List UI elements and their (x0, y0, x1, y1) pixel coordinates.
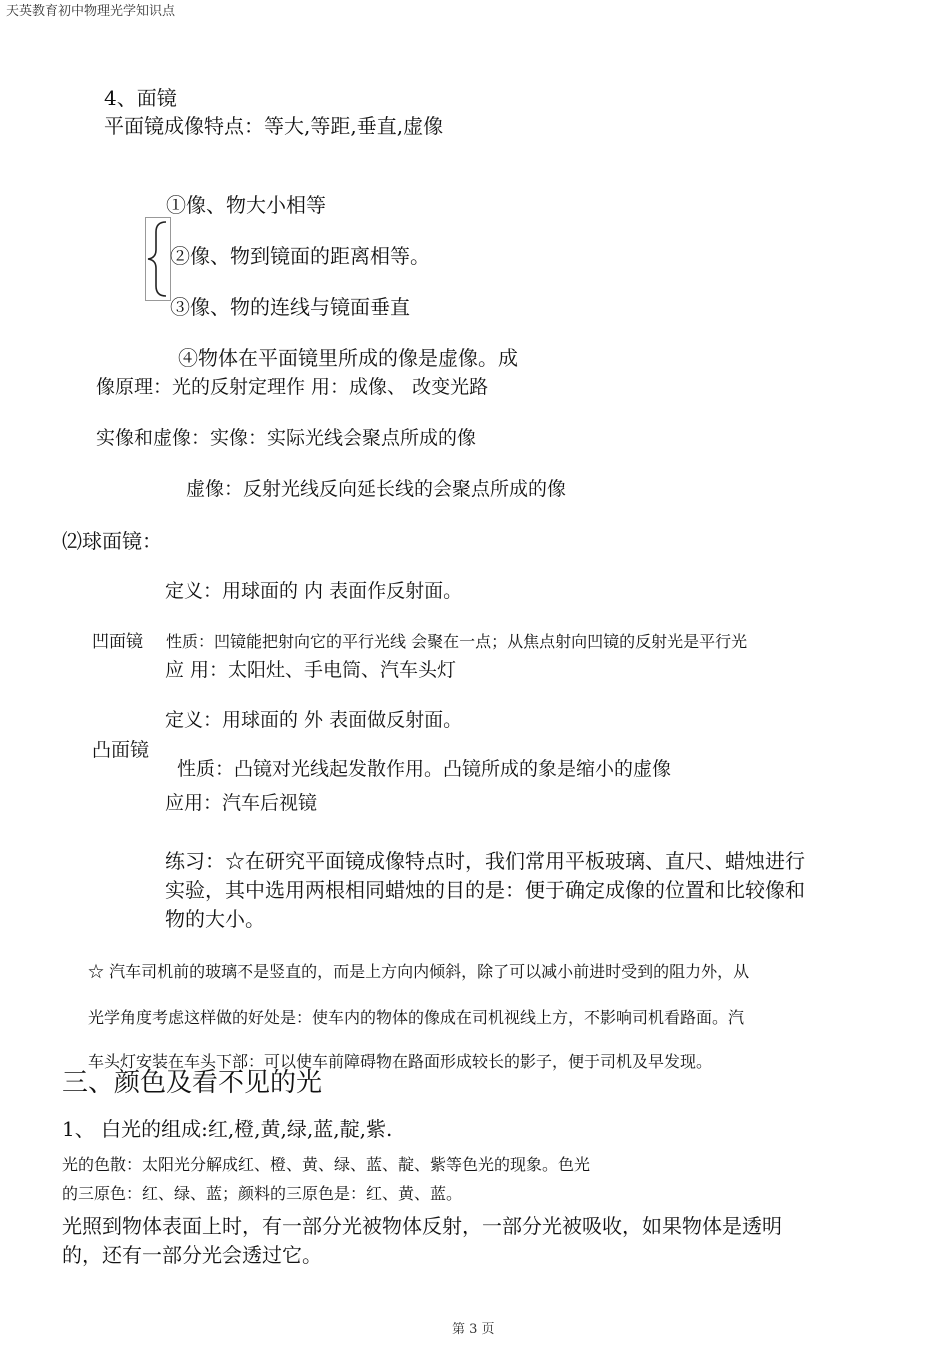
dispersion-line-1: 光的色散：太阳光分解成红、橙、黄、绿、蓝、靛、紫等色光的现象。色光 (62, 1155, 591, 1174)
section-heading-mirror: 4、面镜 (104, 86, 177, 110)
concave-definition: 定义：用球面的 内 表面作反射面。 (165, 580, 463, 602)
plane-mirror-features: 平面镜成像特点：等大,等距,垂直,虚像 (104, 114, 444, 138)
spherical-mirror-heading: ⑵球面镜： (62, 529, 162, 553)
feature-item-3: ③像、物的连线与镜面垂直 (170, 295, 410, 319)
concave-property: 性质：凹镜能把射向它的平行光线 会聚在一点；从焦点射向凹镜的反射光是平行光 (166, 632, 748, 651)
real-image-line: 实像和虚像：实像：实际光线会聚点所成的像 (96, 427, 477, 449)
car-note-line-3: 车头灯安装在车头下部：可以使车前障碍物在路面形成较长的影子，便于司机及早发现。 (88, 1052, 713, 1071)
car-note-line-1: ☆ 汽车司机前的玻璃不是竖直的，而是上方向内倾斜，除了可以减小前进时受到的阻力外，从 (88, 962, 750, 981)
brace-bracket (145, 217, 171, 301)
imaging-principle: 像原理：光的反射定理作 用：成像、 改变光路 (96, 376, 489, 398)
feature-item-2: ②像、物到镜面的距离相等。 (170, 244, 430, 268)
convex-property: 性质：凸镜对光线起发散作用。凸镜所成的象是缩小的虚像 (177, 758, 672, 780)
absorption-line-1: 光照到物体表面上时，有一部分光被物体反射，一部分光被吸收，如果物体是透明 (62, 1214, 782, 1238)
convex-definition: 定义：用球面的 外 表面做反射面。 (165, 709, 463, 731)
absorption-line-2: 的，还有一部分光会透过它。 (62, 1243, 322, 1267)
car-note-line-2: 光学角度考虑这样做的好处是：使车内的物体的像成在司机视线上方，不影响司机看路面。汽 (88, 1008, 745, 1027)
page-header: 天英教育初中物理光学知识点 (6, 4, 176, 19)
exercise-line-3: 物的大小。 (165, 907, 265, 931)
exercise-line-1: 练习：☆在研究平面镜成像特点时，我们常用平板玻璃、直尺、蜡烛进行 (165, 849, 805, 873)
feature-item-1: ①像、物大小相等 (166, 193, 326, 217)
section-three-title: 三、颜色及看不见的光 (62, 1068, 323, 1098)
concave-label: 凹面镜 (92, 632, 143, 652)
exercise-line-2: 实验，其中选用两根相同蜡烛的目的是：便于确定成像的位置和比较像和 (165, 878, 805, 902)
convex-application: 应用：汽车后视镜 (165, 792, 318, 814)
feature-item-4: ④物体在平面镜里所成的像是虚像。成 (178, 346, 518, 370)
page-number: 第 3 页 (452, 1322, 495, 1337)
convex-label: 凸面镜 (92, 739, 150, 761)
virtual-image-line: 虚像：反射光线反向延长线的会聚点所成的像 (186, 478, 567, 500)
concave-application: 应 用：太阳灶、手电筒、汽车头灯 (165, 659, 457, 681)
dispersion-line-2: 的三原色：红、绿、蓝；颜料的三原色是：红、黄、蓝。 (62, 1184, 463, 1203)
white-light-composition: 1、 白光的组成:红,橙,黄,绿,蓝,靛,紫. (62, 1117, 393, 1141)
